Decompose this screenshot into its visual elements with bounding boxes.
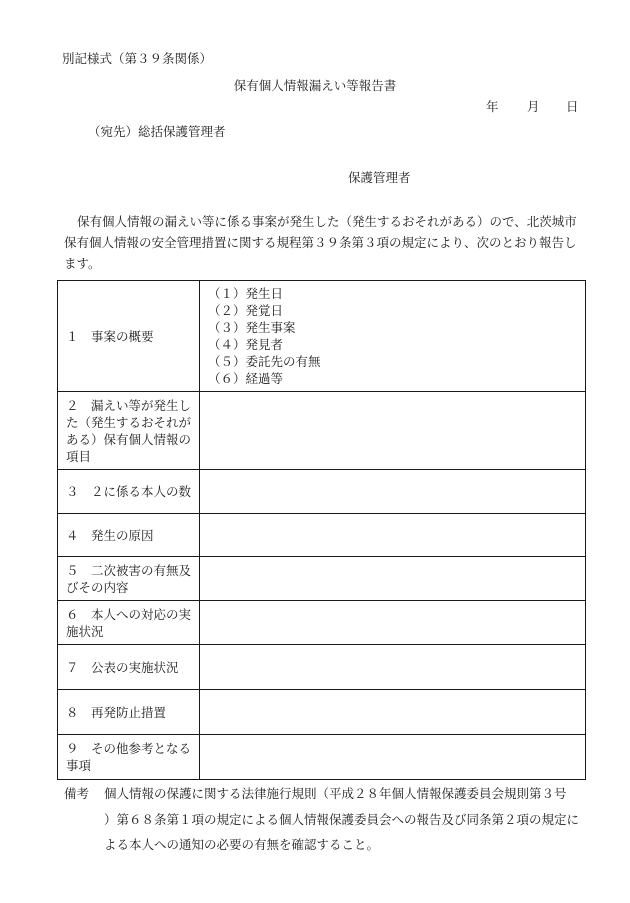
input-cell[interactable] bbox=[200, 601, 586, 645]
row-heading: ６ 本人への対応の実施状況 bbox=[58, 601, 200, 645]
input-cell[interactable] bbox=[200, 645, 586, 690]
recipient: （宛先）総括保護管理者 bbox=[88, 124, 226, 139]
input-cell[interactable] bbox=[200, 470, 586, 514]
row-heading: ２ 漏えい等が発生した（発生するおそれがある）保有個人情報の項目 bbox=[58, 392, 200, 470]
input-cell[interactable] bbox=[200, 690, 586, 735]
input-cell[interactable] bbox=[200, 735, 586, 780]
table-row bbox=[58, 645, 586, 690]
day-label: 日 bbox=[566, 99, 579, 114]
list-item: （６）経過等 bbox=[208, 371, 284, 386]
report-table bbox=[57, 280, 586, 780]
row-heading: ７ 公表の実施状況 bbox=[58, 645, 200, 690]
remarks-label: 備考 bbox=[64, 786, 90, 801]
detail-cell[interactable] bbox=[200, 281, 586, 392]
month-label: 月 bbox=[527, 99, 540, 114]
table-row bbox=[58, 735, 586, 780]
remarks-line: よる本人への通知の必要の有無を確認すること。 bbox=[104, 837, 380, 852]
date-row bbox=[0, 97, 630, 115]
list-item: （５）委託先の有無 bbox=[208, 354, 321, 369]
table-row bbox=[58, 281, 586, 392]
list-item: （４）発見者 bbox=[208, 337, 284, 352]
list-item: （１）発生日 bbox=[208, 286, 284, 301]
table-row bbox=[58, 557, 586, 601]
form-label: 別記様式（第３９条関係） bbox=[62, 51, 213, 66]
row-heading: １ 事案の概要 bbox=[58, 281, 200, 392]
input-cell[interactable] bbox=[200, 392, 586, 470]
row-heading: ９ その他参考となる事項 bbox=[58, 735, 200, 780]
table-row bbox=[58, 470, 586, 514]
table-row bbox=[58, 392, 586, 470]
row-heading: ４ 発生の原因 bbox=[58, 514, 200, 557]
remarks-line: 個人情報の保護に関する法律施行規則（平成２８年個人情報保護委員会規則第３号 bbox=[104, 786, 567, 801]
row-heading: ８ 再発防止措置 bbox=[58, 690, 200, 735]
document-title: 保有個人情報漏えい等報告書 bbox=[233, 78, 397, 93]
manager-label: 保護管理者 bbox=[348, 170, 411, 185]
input-cell[interactable] bbox=[200, 514, 586, 557]
list-item: （３）発生事案 bbox=[208, 320, 296, 335]
remarks-line: ）第６８条第１項の規定による個人情報保護委員会への報告及び同条第２項の規定に bbox=[104, 812, 580, 827]
row-heading: ５ 二次被害の有無及びその内容 bbox=[58, 557, 200, 601]
body-text: 保有個人情報の漏えい等に係る事案が発生した（発生するおそれがある）ので、北茨城市保有個人情報の安全管理措置に関する規程第３９条第３項の規定により、次のとおり報告します。 bbox=[64, 214, 577, 271]
row-heading: ３ ２に係る本人の数 bbox=[58, 470, 200, 514]
input-cell[interactable] bbox=[200, 557, 586, 601]
table-row bbox=[58, 690, 586, 735]
table-row bbox=[58, 514, 586, 557]
year-label: 年 bbox=[486, 99, 499, 114]
list-item: （２）発覚日 bbox=[208, 303, 284, 318]
table-row bbox=[58, 601, 586, 645]
